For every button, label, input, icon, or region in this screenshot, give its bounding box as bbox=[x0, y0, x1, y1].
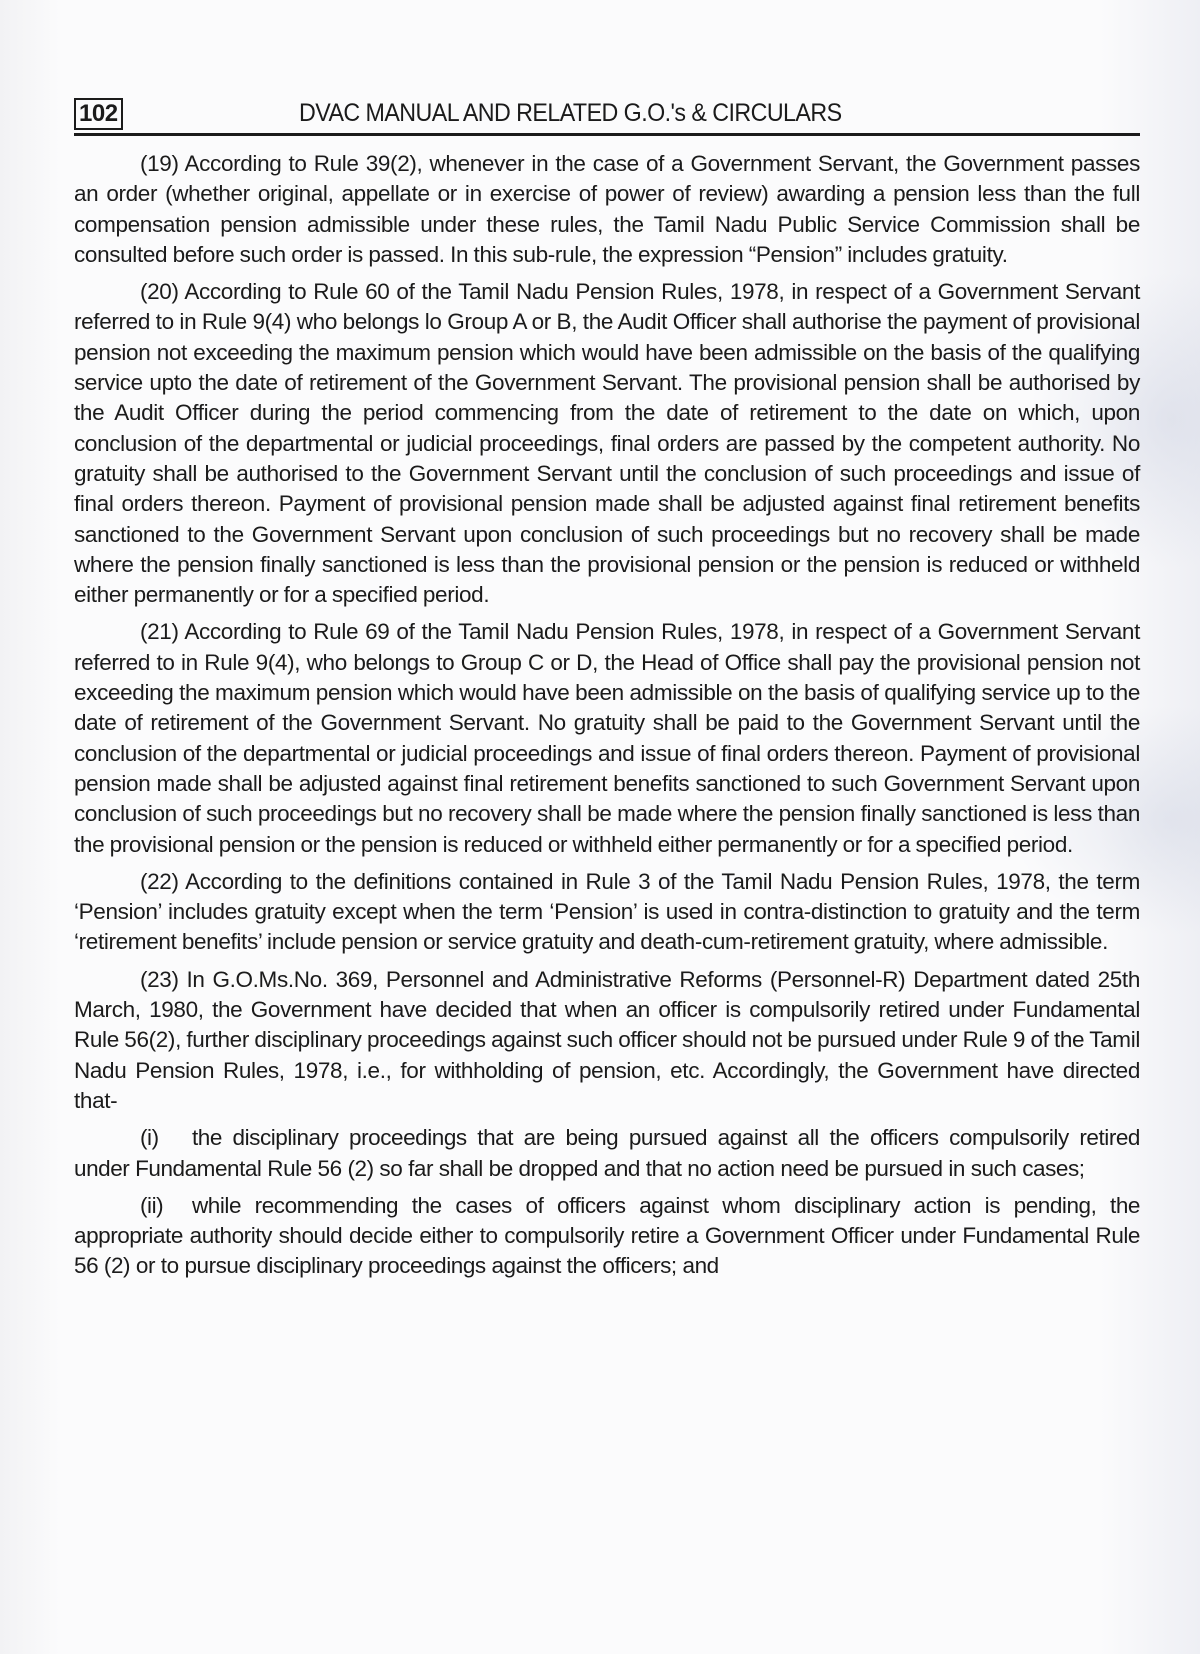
paragraph-19: (19) According to Rule 39(2), whenever in the case of a Government Servant, the Government passes an order (whether original, appellate or in exercise of power of review) awarding a pension less than the full compensation pension admissible under these rules, the Tamil Nadu Public Service Commission shall be consulted before such order is passed. In this sub-rule, the expression “Pension” includes gratuity. bbox=[74, 151, 1140, 267]
sub-item-ii bbox=[74, 1191, 1140, 1282]
running-title: DVAC MANUAL AND RELATED G.O.'s & CIRCULARS bbox=[299, 99, 842, 127]
sub-item-marker: (i) bbox=[140, 1125, 159, 1151]
sub-item-text: the disciplinary proceedings that are being pursued against all the officers compulsorily retired under Fundamental Rule 56 (2) so far shall be dropped and that no action need be pursued in such cases; bbox=[74, 1125, 1140, 1181]
page-number: 102 bbox=[74, 98, 123, 130]
paragraph-21: (21) According to Rule 69 of the Tamil Nadu Pension Rules, 1978, in respect of a Government Servant referred to in Rule 9(4), who belongs to Group C or D, the Head of Office shall pay the provisional pension not exceeding the maximum pension which would have been admissible on the basis of qualifying service up to the date of retirement of the Government Servant. No gratuity shall be paid to the Government Servant until the conclusion of the departmental or judicial proceedings and issue of final orders thereon. Payment of provisional pension made shall be adjusted against final retirement benefits sanctioned to such Government Servant upon conclusion of such proceedings but no recovery shall be made where the pension finally sanctioned is less than the provisional pension or the pension is reduced or withheld either permanently or for a specified period. bbox=[74, 619, 1140, 857]
paragraph-23: (23) In G.O.Ms.No. 369, Personnel and Administrative Reforms (Personnel-R) Department dated 25th March, 1980, the Government have decided that when an officer is compulsorily retired under Fundamental Rule 56(2), further disciplinary proceedings against such officer should not be pursued under Rule 9 of the Tamil Nadu Pension Rules, 1978, i.e., for withholding of pension, etc. Accordingly, the Government have directed that- bbox=[74, 966, 1140, 1113]
document-body bbox=[74, 149, 1140, 1289]
paragraph-22: (22) According to the definitions contained in Rule 3 of the Tamil Nadu Pension Rules, 1978, the term ‘Pension’ includes gratuity except when the term ‘Pension’ is used in contra-distinction to gratuity and the term ‘retirement benefits’ include pension or service gratuity and death-cum-retirement gratuity, where admissible. bbox=[74, 868, 1140, 955]
sub-item-marker: (ii) bbox=[140, 1192, 164, 1218]
sub-item-text: while recommending the cases of officers against whom disciplinary action is pending, the appropriate authority should decide either to compulsorily retire a Government Officer under Fundamental Rule 56 (2) or to pursue disciplinary proceedings against the officers; and bbox=[74, 1192, 1140, 1279]
header-divider bbox=[74, 133, 1140, 136]
paragraph-20: (20) According to Rule 60 of the Tamil Nadu Pension Rules, 1978, in respect of a Government Servant referred to in Rule 9(4) who belongs lo Group A or B, the Audit Officer shall authorise the payment of provisional pension not exceeding the maximum pension which would have been admissible on the basis of the qualifying service upto the date of retirement of the Government Servant. The provisional pension shall be authorised by the Audit Officer during the period commencing from the date of retirement to the date on which, upon conclusion of the departmental or judicial proceedings, final orders are passed by the competent authority. No gratuity shall be authorised to the Government Servant until the conclusion of such proceedings and issue of final orders thereon. Payment of provisional pension made shall be adjusted against final retirement benefits sanctioned to the Government Servant upon conclusion of such proceedings but no recovery shall be made where the pension finally sanctioned is less than the provisional pension or the pension is reduced or withheld either permanently or for a specified period. bbox=[74, 279, 1140, 608]
sub-item-i bbox=[74, 1123, 1140, 1184]
page-header bbox=[74, 96, 1140, 136]
